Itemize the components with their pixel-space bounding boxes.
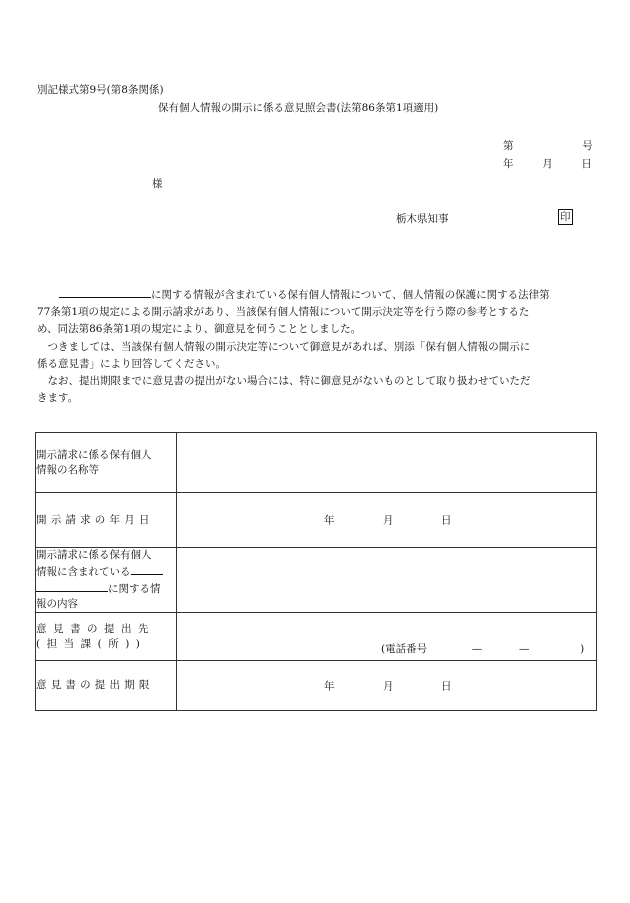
label-line: 情報に含まれている bbox=[36, 566, 131, 578]
request-date-field[interactable] bbox=[177, 493, 597, 548]
paragraph-3 bbox=[37, 373, 599, 407]
label-line: 情報の名称等 bbox=[36, 463, 99, 476]
blank-line bbox=[59, 286, 151, 298]
date-month: 月 bbox=[542, 158, 553, 170]
request-year: 年 bbox=[324, 514, 335, 527]
deadline-year: 年 bbox=[324, 680, 335, 692]
p1-line1: に関する情報が含まれている保有個人情報について、個人情報の保護に関する法律第 bbox=[151, 289, 550, 301]
deadline-day: 日 bbox=[441, 680, 452, 692]
label-line: 報の内容 bbox=[36, 598, 78, 610]
p2-line2: 係る意見書」により回答してください。 bbox=[37, 357, 226, 370]
p3-line2: きます。 bbox=[37, 392, 79, 405]
row-label-info-name bbox=[36, 433, 177, 493]
phone-close: ) bbox=[580, 643, 585, 655]
body-text bbox=[37, 286, 599, 407]
p1-line3: め、同法第86条第1項の規定により、御意見を伺うこととしました。 bbox=[37, 323, 362, 336]
deadline-month: 月 bbox=[383, 680, 394, 692]
document-date bbox=[503, 156, 592, 171]
table-row bbox=[36, 493, 597, 548]
info-table bbox=[35, 432, 597, 711]
request-month: 月 bbox=[383, 514, 394, 527]
phone-dash: — bbox=[518, 643, 530, 655]
label-line: 開示請求に係る保有個人 bbox=[36, 448, 152, 461]
deadline-field[interactable] bbox=[177, 661, 597, 711]
paragraph-2 bbox=[37, 339, 599, 373]
date-year: 年 bbox=[503, 158, 514, 170]
form-reference: 別記様式第9号(第8条関係) bbox=[37, 84, 164, 96]
phone-label: (電話番号 bbox=[381, 643, 428, 655]
table-row bbox=[36, 433, 597, 493]
blank-line bbox=[36, 580, 108, 592]
info-content-field[interactable] bbox=[177, 548, 597, 613]
row-label-submission-dest bbox=[36, 613, 177, 661]
label-line: 開示請求に係る保有個人 bbox=[36, 549, 152, 561]
label-line: (担当課(所)) bbox=[36, 637, 147, 650]
phone-number bbox=[381, 641, 584, 656]
row-label-request-date bbox=[36, 493, 177, 548]
row-label-deadline bbox=[36, 661, 177, 711]
paragraph-1 bbox=[37, 286, 599, 339]
label-line: に関する情 bbox=[108, 583, 161, 595]
request-day: 日 bbox=[441, 514, 452, 527]
table-row bbox=[36, 548, 597, 613]
phone-dash: — bbox=[471, 643, 483, 655]
p1-line2: 77条第1項の規定による開示請求があり、当該保有個人情報について開示決定等を行う際の参考とするた bbox=[37, 306, 530, 319]
addressee-suffix: 様 bbox=[152, 178, 163, 190]
document-number bbox=[503, 138, 593, 153]
submission-dest-field[interactable] bbox=[177, 613, 597, 661]
label-line: 開示請求の年月日 bbox=[36, 513, 154, 526]
table-row bbox=[36, 661, 597, 711]
sender-name: 栃木県知事 bbox=[396, 213, 449, 225]
p3-line1: なお、提出期限までに意見書の提出がない場合には、特に御意見がないものとして取り扱わせていただ bbox=[47, 375, 531, 388]
p2-line1: つきましては、当該保有個人情報の開示決定等について御意見があれば、別添「保有個人情報の開示に bbox=[47, 340, 531, 353]
seal-stamp: 印 bbox=[560, 211, 571, 223]
number-suffix: 号 bbox=[582, 140, 593, 152]
label-line: 意見書の提出期限 bbox=[36, 679, 154, 691]
number-prefix: 第 bbox=[503, 140, 514, 152]
blank-line bbox=[131, 563, 163, 575]
info-name-field[interactable] bbox=[177, 433, 597, 493]
row-label-info-content bbox=[36, 548, 177, 613]
table-row bbox=[36, 613, 597, 661]
document-title: 保有個人情報の開示に係る意見照会書(法第86条第1項適用) bbox=[158, 102, 439, 114]
label-line: 意見書の提出先 bbox=[36, 622, 155, 635]
date-day: 日 bbox=[581, 158, 592, 170]
